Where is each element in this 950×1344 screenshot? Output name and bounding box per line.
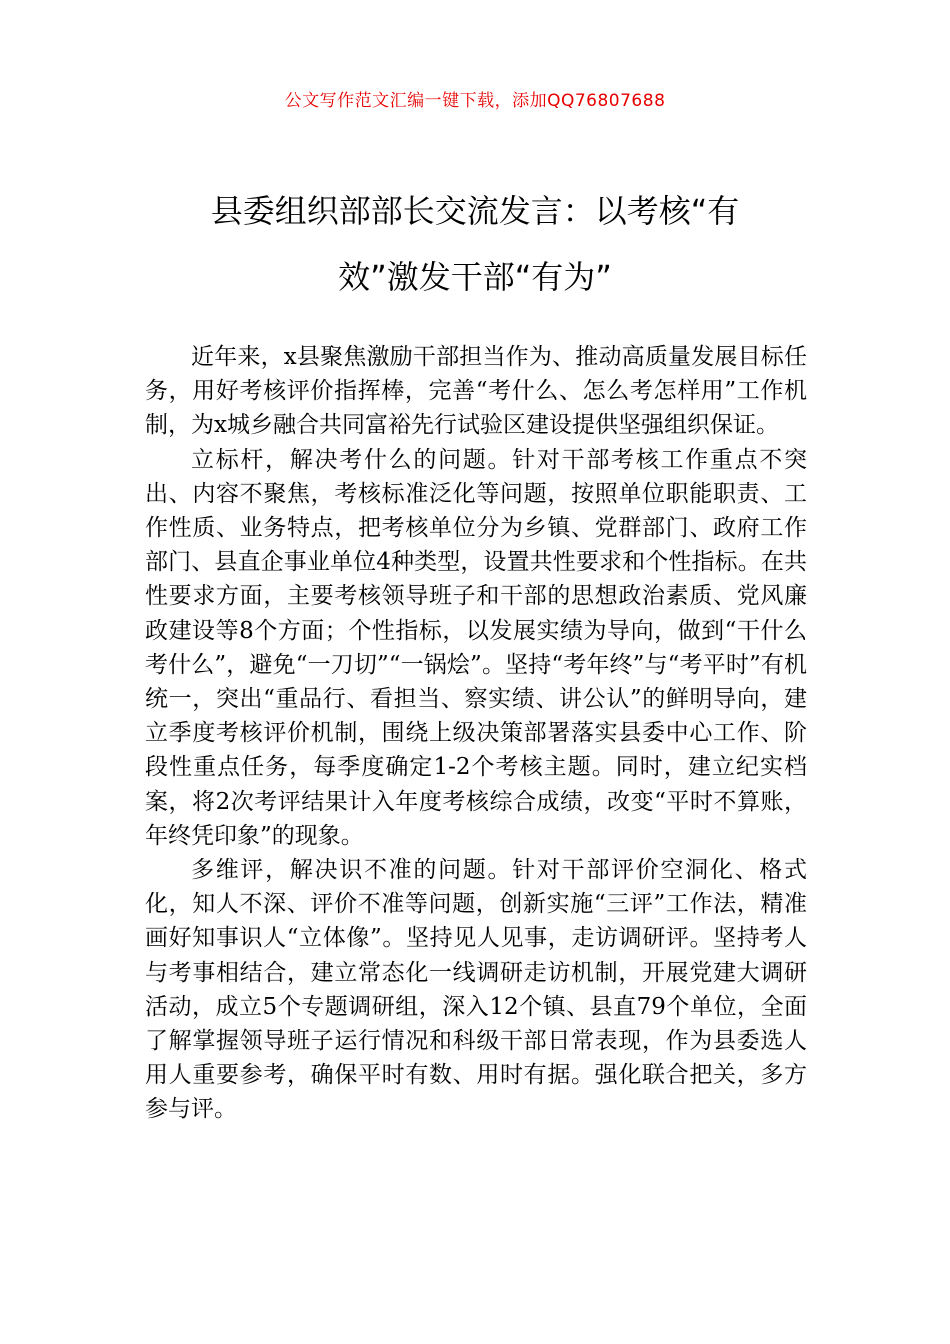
paragraph-multi-dimensional-evaluation: 多维评，解决识不准的问题。针对干部评价空洞化、格式化，知人不深、评价不准等问题，创新实施“三评”工作法，精准画好知事识人“立体像”。坚持见人见事，走访调研评。坚持考人与考事相结合，建立常态化一线调研走访机制，开展党建大调研活动，成立5个专题调研组，深入12个镇、县直79个单位，全面了解掌握领导班子运行情况和科级干部日常表现，作为县委选人用人重要参考，确保平时有数、用时有据。强化联合把关，多方参与评。 — [145, 857, 807, 1123]
document-title — [145, 178, 805, 310]
paragraph-set-benchmark: 立标杆，解决考什么的问题。针对干部考核工作重点不突出、内容不聚焦，考核标准泛化等问题，按照单位职能职责、工作性质、业务特点，把考核单位分为乡镇、党群部门、政府工作部门、县直企事业单位4种类型，设置共性要求和个性指标。在共性要求方面，主要考核领导班子和干部的思想政治素质、党风廉政建设等8个方面；个性指标，以发展实绩为导向，做到“干什么考什么”，避免“一刀切”“一锅烩”。坚持“考年终”与“考平时”有机统一，突出“重品行、看担当、察实绩、讲公认”的鲜明导向，建立季度考核评价机制，围绕上级决策部署落实县委中心工作、阶段性重点任务，每季度确定1-2个考核主题。同时，建立纪实档案，将2次考评结果计入年度考核综合成绩，改变“平时不算账，年终凭印象”的现象。 — [145, 446, 807, 849]
title-line-2: 效”激发干部“有为” — [338, 258, 612, 296]
paragraph-intro: 近年来，x县聚焦激励干部担当作为、推动高质量发展目标任务，用好考核评价指挥棒，完善“考什么、怎么考怎样用”工作机制，为x城乡融合共同富裕先行试验区建设提供坚强组织保证。 — [145, 344, 807, 439]
document-body — [145, 340, 807, 1127]
title-line-1: 县委组织部部长交流发言：以考核“有 — [210, 192, 740, 230]
download-promo-note: 公文写作范文汇编一键下载，添加QQ76807688 — [284, 91, 666, 111]
